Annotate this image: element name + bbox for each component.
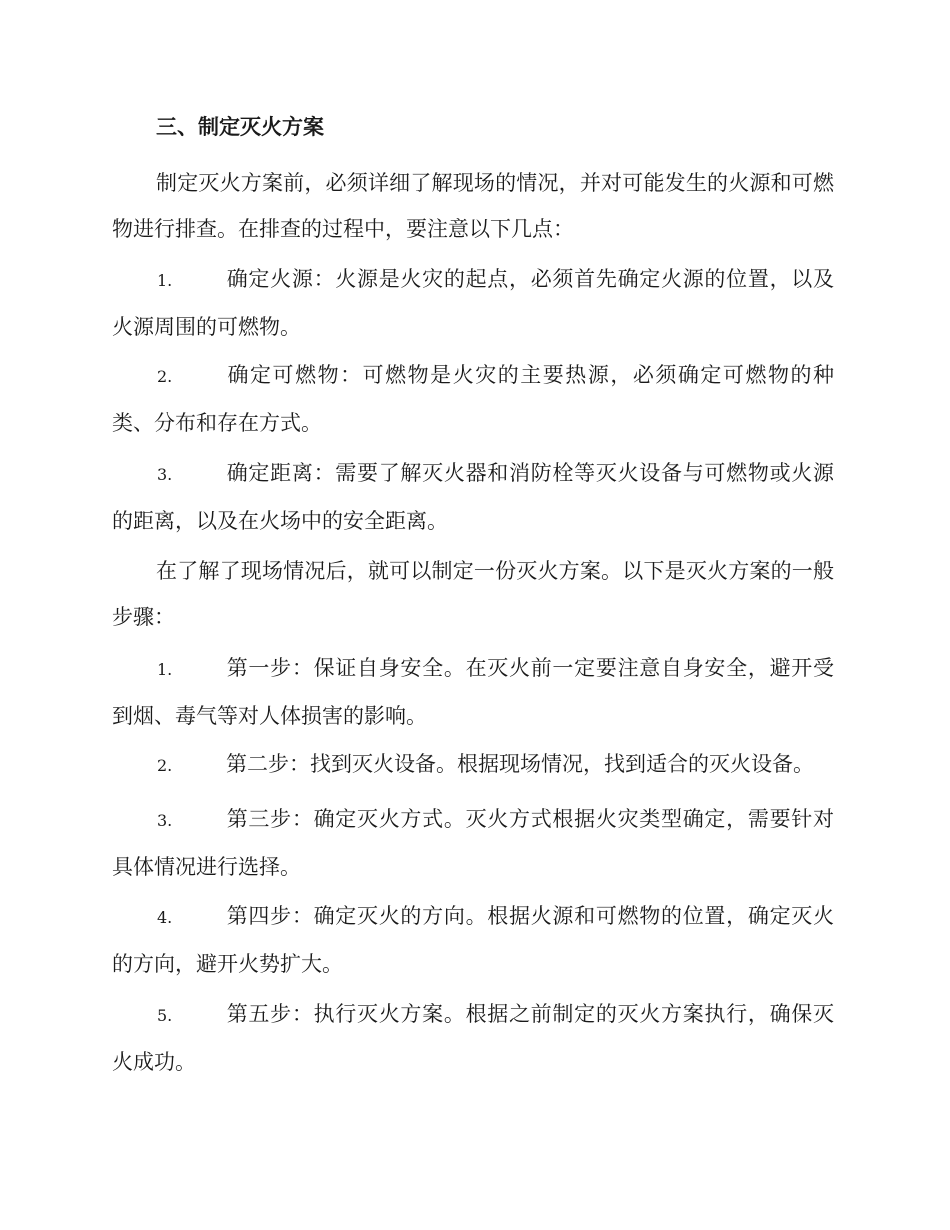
list-number: 2. xyxy=(157,756,173,775)
list-number: 2. xyxy=(157,367,173,386)
list-item-text: 确定距离：需要了解灭火器和消防栓等灭火设备与可燃物或火源的距离，以及在火场中的安全距离。 xyxy=(112,461,834,533)
intro-paragraph-2: 在了解了现场情况后，就可以制定一份灭火方案。以下是灭火方案的一般步骤： xyxy=(112,559,834,629)
list-item-text: 确定可燃物：可燃物是火灾的主要热源，必须确定可燃物的种类、分布和存在方式。 xyxy=(112,363,834,435)
check-item-1 xyxy=(112,256,834,350)
list-number: 1. xyxy=(157,271,173,290)
step-item-2 xyxy=(112,741,834,789)
list-item-text: 确定火源：火源是火灾的起点，必须首先确定火源的位置，以及火源周围的可燃物。 xyxy=(112,267,834,339)
list-item-text: 第二步：找到灭火设备。根据现场情况，找到适合的灭火设备。 xyxy=(226,752,814,776)
section-heading: 三、制定灭火方案 xyxy=(156,114,324,139)
list-item-text: 第四步：确定灭火的方向。根据火源和可燃物的位置，确定灭火的方向，避开火势扩大。 xyxy=(112,904,834,976)
list-item-text: 第一步：保证自身安全。在灭火前一定要注意自身安全，避开受到烟、毒气等对人体损害的影响。 xyxy=(112,656,834,728)
list-number: 3. xyxy=(157,465,173,484)
list-item-text: 第五步：执行灭火方案。根据之前制定的灭火方案执行，确保灭火成功。 xyxy=(112,1002,834,1074)
step-item-1 xyxy=(112,645,834,739)
list-number: 4. xyxy=(157,908,173,927)
list-number: 5. xyxy=(157,1006,173,1025)
list-item-text: 第三步：确定灭火方式。灭火方式根据火灾类型确定，需要针对具体情况进行选择。 xyxy=(112,807,834,879)
list-number: 3. xyxy=(157,811,173,830)
step-item-5 xyxy=(112,991,834,1085)
list-number: 1. xyxy=(157,660,173,679)
step-item-4 xyxy=(112,893,834,987)
check-item-2 xyxy=(112,352,834,446)
check-item-3 xyxy=(112,450,834,544)
step-item-3 xyxy=(112,796,834,890)
intro-paragraph-1: 制定灭火方案前，必须详细了解现场的情况，并对可能发生的火源和可燃物进行排查。在排查的过程中，要注意以下几点： xyxy=(112,171,834,241)
